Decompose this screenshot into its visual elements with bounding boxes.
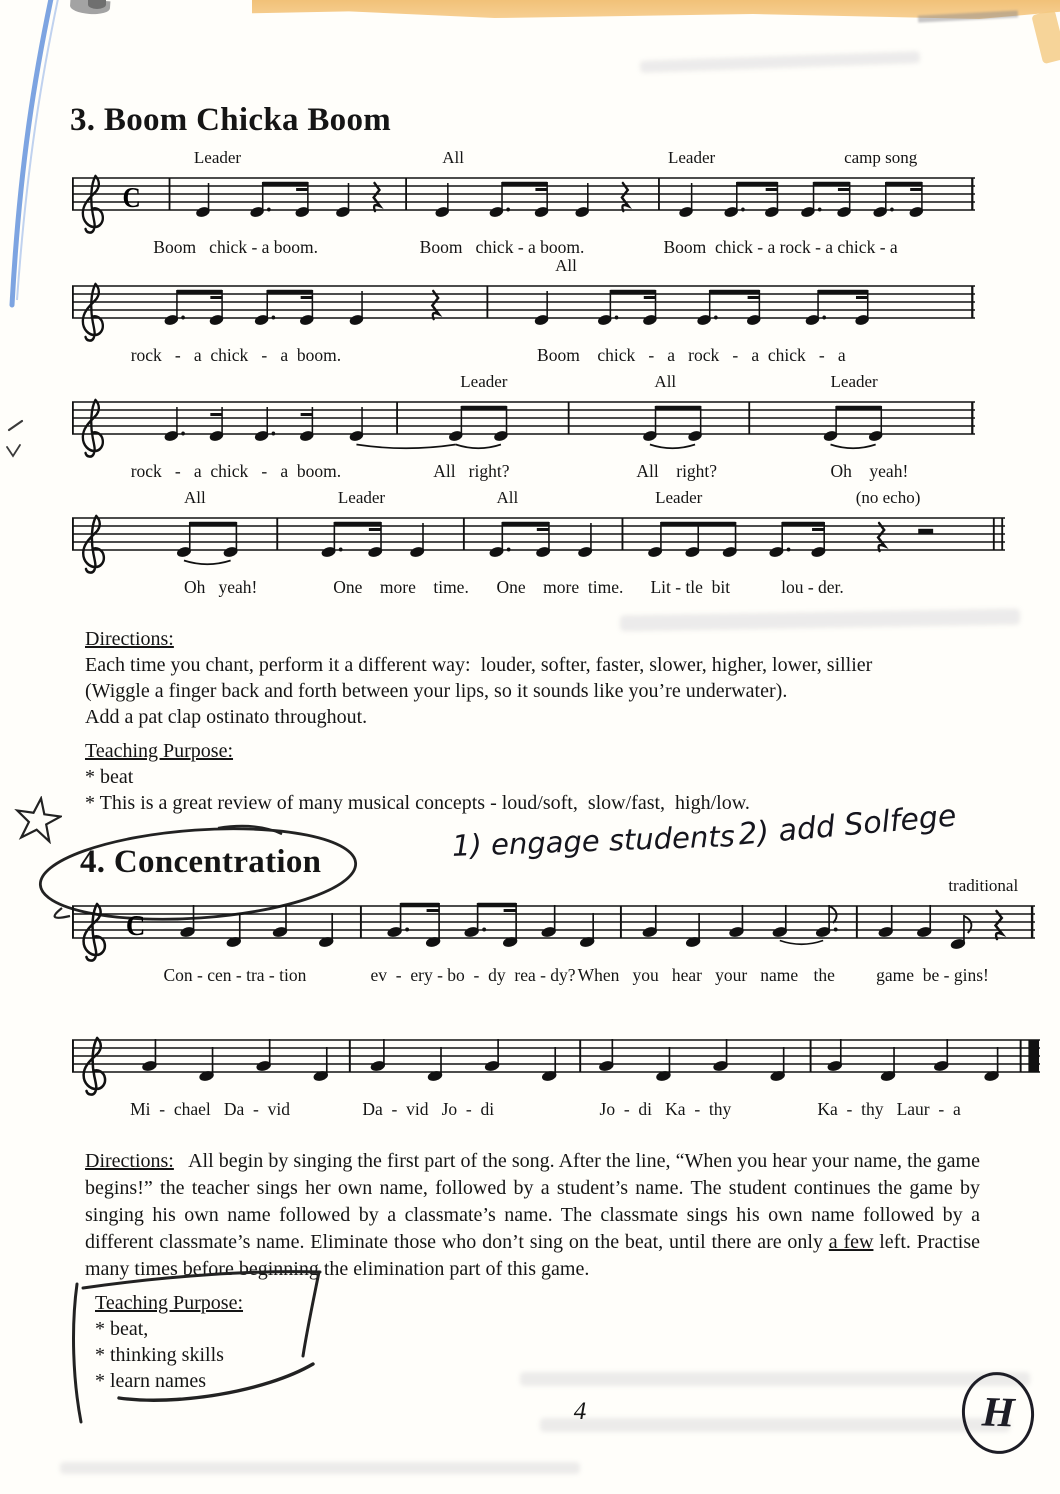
voice-label: Leader xyxy=(655,488,703,507)
lyric: Ka - thy Laur - a xyxy=(817,1099,961,1119)
lyric: One more time. xyxy=(333,577,469,597)
margin-pen-marks xyxy=(0,415,34,471)
lyric: Mi - chael Da - vid xyxy=(130,1099,290,1119)
voice-label: All xyxy=(183,488,206,507)
voice-label: All xyxy=(654,372,677,391)
directions-body-underlined: a few xyxy=(828,1231,874,1253)
directions-body: left. Practise many times before beginning the elimination part of this game. xyxy=(85,1231,980,1280)
lyric: Boom chick - a rock - a chick - a xyxy=(537,345,846,365)
bleedthrough-streak xyxy=(640,51,920,73)
teaching-heading: Teaching Purpose: xyxy=(85,740,234,762)
bleedthrough-streak xyxy=(520,1372,1030,1386)
directions-boom xyxy=(85,626,990,730)
staff-labels xyxy=(72,488,1005,510)
staff-lyrics xyxy=(72,345,975,369)
svg-text:C: C xyxy=(125,910,146,942)
handwritten-note-1: 1) engage students xyxy=(451,819,736,863)
directions-line: Add a pat clap ostinato throughout. xyxy=(85,706,368,728)
teaching-purpose-concentration xyxy=(95,1290,335,1394)
lyric: the xyxy=(813,965,835,985)
lyric: All right? xyxy=(636,461,718,481)
lyric: One more time. xyxy=(496,577,624,597)
directions-line: (Wiggle a finger back and forth between your lips, so it sounds like you’re underwater). xyxy=(85,680,788,702)
song-boom-title: 3. Boom Chicka Boom xyxy=(70,102,392,138)
lyric: rock - a chick - a boom. xyxy=(130,345,342,365)
lyric: Oh yeah! xyxy=(830,461,909,481)
voice-label: Leader xyxy=(667,148,716,167)
staff-system xyxy=(72,876,1035,989)
lyric: Lit - tle bit xyxy=(650,577,731,597)
staff-lyrics xyxy=(72,1099,1040,1123)
staff-notation xyxy=(72,394,975,458)
teaching-item: * beat xyxy=(85,766,134,788)
staff-notation xyxy=(72,898,1035,962)
directions-heading: Directions: xyxy=(85,628,174,650)
teaching-item: * thinking skills xyxy=(95,1344,224,1366)
bleedthrough-streak xyxy=(60,1462,580,1474)
hand-drawn-star xyxy=(14,796,62,844)
lyric: Jo - di Ka - thy xyxy=(599,1099,732,1119)
teaching-purpose-boom xyxy=(85,738,990,816)
directions-line: Each time you chant, perform it a different way: louder, softer, faster, slower, higher, lower, sillier xyxy=(85,654,873,676)
scan-gray-mark-dark xyxy=(88,0,106,9)
lyric: When you hear your name xyxy=(577,965,799,985)
staff-system xyxy=(72,488,1005,601)
song-concentration-title: 4. Concentration xyxy=(80,844,322,880)
staff-system xyxy=(72,372,975,485)
staff-system xyxy=(72,148,975,261)
voice-label: Leader xyxy=(337,488,386,507)
lyric: ev - ery - bo - dy rea - dy? xyxy=(370,965,576,985)
staff-system xyxy=(72,256,975,369)
teaching-item: * beat, xyxy=(95,1318,149,1340)
voice-label: (no echo) xyxy=(855,488,921,507)
voice-label: All xyxy=(496,488,519,507)
handwritten-grade-letter: H xyxy=(980,1389,1016,1437)
teaching-heading: Teaching Purpose: xyxy=(95,1292,244,1314)
staff-lyrics xyxy=(72,461,975,485)
staff-labels xyxy=(72,256,975,278)
svg-text:C: C xyxy=(122,181,141,214)
staff-lyrics xyxy=(72,965,1035,989)
voice-label: camp song xyxy=(844,148,918,167)
voice-label: All xyxy=(555,256,577,275)
staff-notation xyxy=(72,278,975,342)
lyric: lou - der. xyxy=(781,577,844,597)
staff-labels xyxy=(72,1010,1040,1032)
voice-label: All xyxy=(442,148,464,167)
voice-label: Leader xyxy=(460,372,508,391)
directions-body: All begin by singing the first part of the song. After the line, “When you hear your name, the game begins!” the teacher sings her own name, followed by a student’s name. The student continues the game by singing his own name followed by a classmate’s name. The classmate sings his own name followed by a different classmate’s name. Eliminate those who don’t sing on the beat, until there are only xyxy=(85,1150,980,1253)
lyric: Oh yeah! xyxy=(183,577,258,597)
lyric: Da - vid Jo - di xyxy=(362,1099,495,1119)
handwritten-note-2: 2) add Solfege xyxy=(736,798,958,853)
staff-labels xyxy=(72,876,1035,898)
lyric: Boom chick - a rock - a chick - a xyxy=(663,237,898,257)
staff-lyrics xyxy=(72,577,1005,601)
staff-labels xyxy=(72,148,975,170)
voice-label: Leader xyxy=(193,148,242,167)
staff-notation xyxy=(72,510,1005,574)
lyric: All right? xyxy=(433,461,510,481)
staff-labels xyxy=(72,372,975,394)
lyric: rock - a chick - a boom. xyxy=(130,461,342,481)
teaching-item: * This is a great review of many musical concepts - loud/soft, slow/fast, high/low. xyxy=(85,792,750,814)
scan-tan-paper-corner xyxy=(1031,10,1060,64)
voice-label: traditional xyxy=(948,876,1019,895)
directions-concentration xyxy=(85,1148,980,1283)
lyric: Con - cen - tra - tion xyxy=(163,965,307,985)
staff-notation xyxy=(72,1032,1040,1096)
voice-label: Leader xyxy=(830,372,878,391)
lyric: Boom chick - a boom. xyxy=(153,237,319,257)
page-number: 4 xyxy=(573,1398,587,1425)
lyric: Boom chick - a boom. xyxy=(419,237,585,257)
staff-notation xyxy=(72,170,975,234)
teaching-item: * learn names xyxy=(95,1370,207,1392)
staff-system xyxy=(72,1010,1040,1123)
lyric: game be - gins! xyxy=(876,965,989,985)
directions-heading: Directions: xyxy=(85,1150,174,1172)
